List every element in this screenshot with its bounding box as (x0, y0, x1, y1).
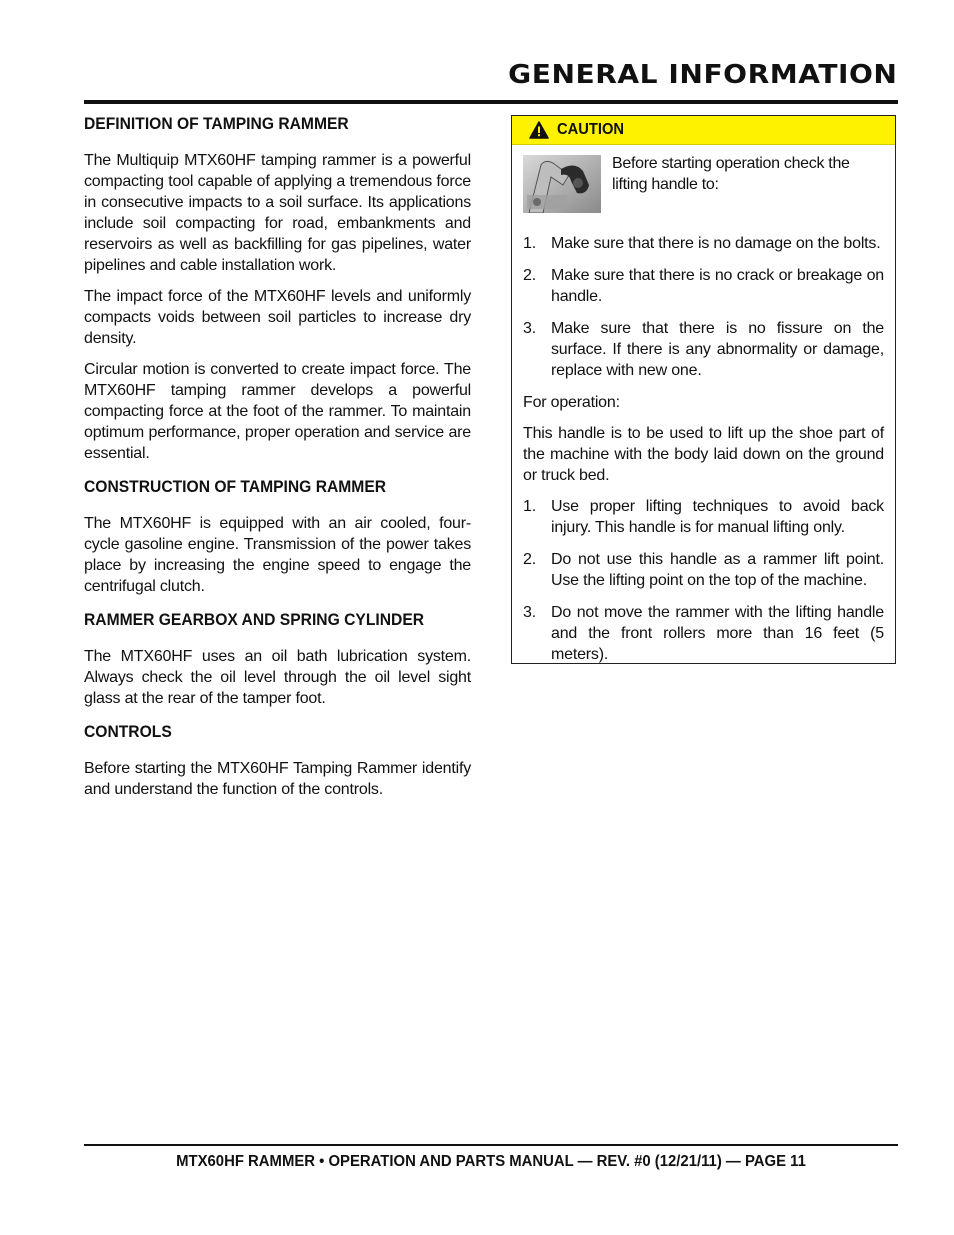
warning-icon (529, 121, 549, 139)
check-list (523, 233, 884, 381)
section-heading: CONSTRUCTION OF TAMPING RAMMER (84, 477, 387, 496)
lifting-handle-photo (523, 155, 601, 213)
list-number: 3. (523, 604, 536, 621)
list-text: Do not move the rammer with the lifting handle and the front rollers more than 16 feet (5 meters). (551, 604, 884, 663)
list-item (523, 602, 884, 665)
page-footer: MTX60HF RAMMER • OPERATION AND PARTS MANUAL — REV. #0 (12/21/11) — PAGE 11 (176, 1153, 806, 1170)
list-text: Make sure that there is no damage on the bolts. (551, 235, 881, 252)
caution-box (511, 115, 896, 664)
list-item (523, 265, 884, 307)
list-number: 1. (523, 498, 536, 515)
operation-list (523, 496, 884, 665)
list-item (523, 318, 884, 381)
section-construction (84, 477, 471, 597)
list-item (523, 496, 884, 538)
section-heading: RAMMER GEARBOX AND SPRING CYLINDER (84, 610, 425, 629)
paragraph: Before starting the MTX60HF Tamping Rammer identify and understand the function of the controls. (84, 760, 471, 798)
list-number: 2. (523, 551, 536, 568)
operation-description: This handle is to be used to lift up the shoe part of the machine with the body laid down on the ground or truck bed. (523, 425, 884, 484)
caution-intro-text: Before starting operation check the lifting handle to: (612, 155, 850, 193)
list-item (523, 549, 884, 591)
for-operation-label: For operation: (523, 394, 620, 411)
list-text: Make sure that there is no crack or breakage on handle. (551, 267, 884, 305)
paragraph: The MTX60HF is equipped with an air cooled, four- cycle gasoline engine. Transmission of the power takes place by increasing the engine speed to engage the centrifugal clutch. (84, 515, 471, 595)
caution-label: CAUTION (557, 121, 625, 138)
caution-intro (523, 153, 884, 213)
caution-body (512, 145, 895, 665)
list-text: Make sure that there is no fissure on the surface. If there is any abnormality or damage, replace with new one. (551, 320, 884, 379)
section-heading: CONTROLS (84, 722, 172, 741)
paragraph: The Multiquip MTX60HF tamping rammer is a powerful compacting tool capable of applying a tremendous force in consecutive impacts to a soil surface. Its applications include soil compacting for road, embankments and reservoirs as well as backfilling for gas pipelines, water pipelines and cable installation work. (84, 152, 471, 274)
paragraph: The impact force of the MTX60HF levels and uniformly compacts voids between soil particles to increase dry density. (84, 288, 471, 347)
section-gearbox (84, 610, 471, 709)
list-text: Do not use this handle as a rammer lift point. Use the lifting point on the top of the machine. (551, 551, 884, 589)
section-controls (84, 722, 471, 800)
list-number: 1. (523, 235, 536, 252)
list-text: Use proper lifting techniques to avoid back injury. This handle is for manual lifting only. (551, 498, 884, 536)
paragraph: The MTX60HF uses an oil bath lubrication system. Always check the oil level through the oil level sight glass at the rear of the tamper foot. (84, 648, 471, 707)
list-number: 3. (523, 320, 536, 337)
footer-divider (84, 1144, 898, 1146)
list-number: 2. (523, 267, 536, 284)
section-heading: DEFINITION OF TAMPING RAMMER (84, 114, 349, 133)
main-text-column (84, 114, 471, 810)
section-definition (84, 114, 471, 464)
list-item (523, 233, 884, 254)
title-divider (84, 100, 898, 104)
page-title: GENERAL INFORMATION (507, 60, 897, 90)
caution-header (512, 116, 895, 145)
paragraph: Circular motion is converted to create impact force. The MTX60HF tamping rammer develops a powerful compacting force at the foot of the rammer. To maintain optimum performance, proper operation and service are essential. (84, 361, 471, 462)
